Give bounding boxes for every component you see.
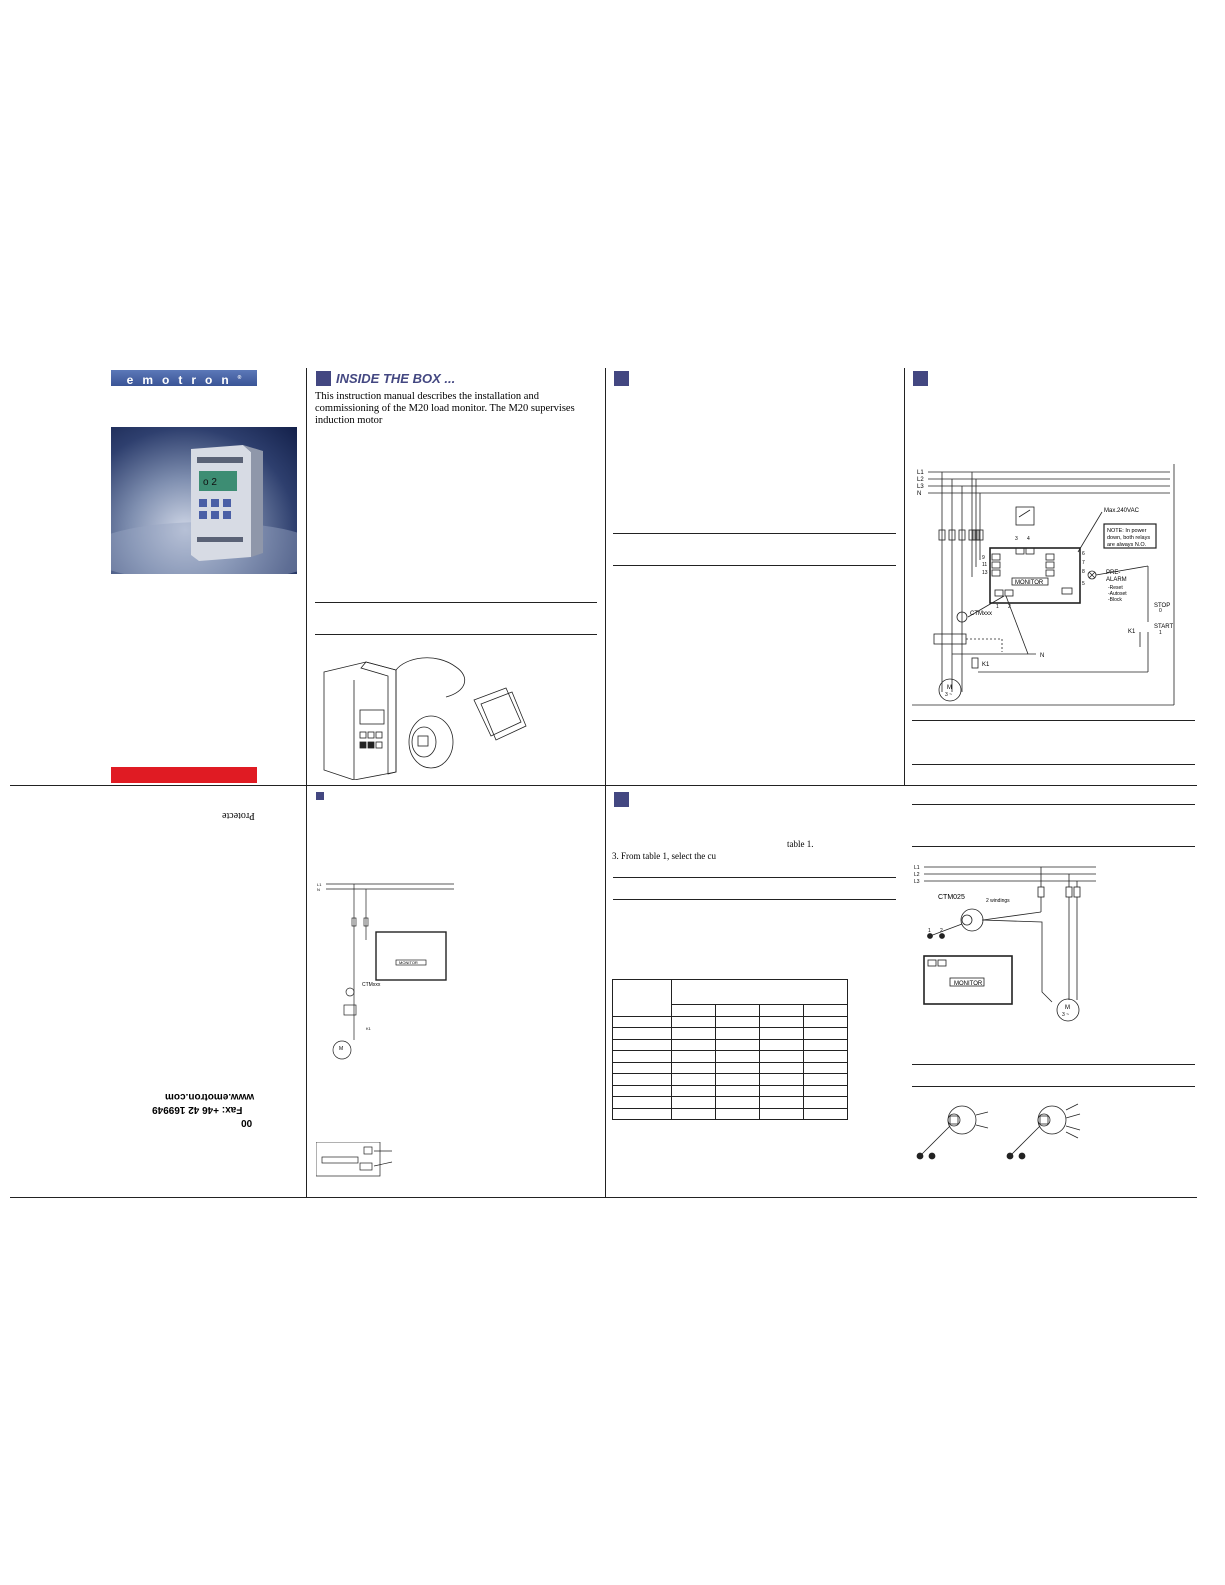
rule bbox=[613, 533, 896, 534]
pin-label: 5 bbox=[1082, 581, 1085, 587]
rule bbox=[315, 602, 597, 603]
rule bbox=[912, 1064, 1195, 1065]
product-photo bbox=[111, 427, 297, 574]
line-label: L1 bbox=[914, 865, 920, 871]
pin-label: 6 bbox=[1082, 551, 1085, 557]
monitor-label: MONITOR bbox=[954, 981, 983, 987]
step-3: 3. From table 1, select the cu bbox=[612, 851, 716, 861]
pin-label: 2 bbox=[1008, 604, 1011, 610]
motor-label: 3 ~ bbox=[1062, 1012, 1070, 1018]
contact-fax: Fax: +46 42 169949 bbox=[152, 1104, 243, 1115]
fold-line-2 bbox=[605, 368, 606, 1197]
pre-alarm: PRE- bbox=[1106, 570, 1121, 576]
note-line: NOTE: In power bbox=[1107, 528, 1147, 534]
motor-label: 3 ~ bbox=[945, 692, 953, 698]
box-contents-illustration bbox=[316, 652, 536, 785]
rule bbox=[613, 565, 896, 566]
table-ref: table 1. bbox=[787, 839, 814, 849]
ctm-diagram bbox=[912, 862, 1102, 1037]
line-label: N bbox=[317, 887, 320, 892]
rule bbox=[613, 877, 896, 878]
pre-alarm: ALARM bbox=[1106, 577, 1127, 583]
line-label: L1 bbox=[917, 470, 924, 476]
pin-label: 11 bbox=[982, 562, 988, 568]
table-1 bbox=[612, 979, 848, 1120]
alarm-option: -Block bbox=[1108, 597, 1122, 603]
pin-label: 9 bbox=[982, 555, 985, 561]
wiring-diagram-small bbox=[316, 880, 466, 1075]
ctm-label: CTMxxx bbox=[970, 611, 992, 617]
pin-label: 1 bbox=[996, 604, 999, 610]
svg-text:o 2: o 2 bbox=[203, 477, 217, 488]
fold-line-1 bbox=[306, 368, 307, 1197]
monitor-label: MONITOR bbox=[1015, 580, 1044, 586]
contact-tail: 00 bbox=[241, 1117, 253, 1128]
pin-label: 7 bbox=[1082, 560, 1085, 566]
line-label: N bbox=[917, 491, 922, 497]
rule bbox=[912, 804, 1195, 805]
rule bbox=[912, 1086, 1195, 1087]
line-label: L1 bbox=[317, 882, 322, 887]
wiring-diagram-main bbox=[912, 462, 1182, 717]
relay-sketch bbox=[316, 1142, 396, 1183]
rule bbox=[912, 846, 1195, 847]
start-num: 1 bbox=[1159, 630, 1162, 636]
section-marker bbox=[316, 371, 331, 386]
emotron-logo: emotron® bbox=[111, 370, 257, 386]
windings-label: 2 windings bbox=[986, 898, 1010, 904]
ctm-winding-sketches bbox=[912, 1100, 1092, 1169]
stop-num: 0 bbox=[1159, 608, 1162, 614]
pin-label: 4 bbox=[1027, 536, 1030, 542]
k1-label: K1 bbox=[1128, 629, 1136, 635]
ctm-label: CTM025 bbox=[938, 894, 965, 901]
motor-label: M bbox=[1065, 1005, 1070, 1011]
red-bar bbox=[111, 767, 257, 783]
max-voltage: Max.240VAC bbox=[1104, 508, 1139, 514]
monitor-label: MONITOR bbox=[399, 960, 418, 965]
rule bbox=[315, 634, 597, 635]
fold-line-3 bbox=[904, 368, 905, 785]
section-heading: INSIDE THE BOX ... bbox=[336, 371, 456, 386]
k1-coil-label: K1 bbox=[982, 662, 990, 668]
ctm-label: CTMxxx bbox=[362, 982, 381, 988]
pin-label: 2 bbox=[940, 928, 943, 934]
line-label: L3 bbox=[917, 484, 924, 490]
pin-label: 13 bbox=[982, 570, 988, 576]
start-label: START bbox=[1154, 624, 1174, 630]
note-line: are always N.O. bbox=[1107, 542, 1147, 548]
alarm-option: -Reset bbox=[1108, 585, 1123, 591]
page-bottom-line bbox=[10, 1197, 1197, 1198]
section-marker bbox=[614, 792, 629, 807]
motor-label: M bbox=[339, 1046, 344, 1052]
line-label: L3 bbox=[914, 879, 920, 885]
section-marker bbox=[316, 792, 324, 800]
contact-web: www.emotron.com bbox=[165, 1091, 255, 1102]
mirrored-text: Protecte bbox=[222, 810, 255, 821]
note-line: down, both relays bbox=[1107, 535, 1151, 541]
intro-paragraph: This instruction manual describes the installation and commissioning of the M20 load monitor. The M20 supervises induction motor bbox=[315, 391, 575, 426]
page-middle-line bbox=[10, 785, 1197, 786]
alarm-option: -Autoset bbox=[1108, 591, 1127, 597]
section-marker bbox=[614, 371, 629, 386]
rule bbox=[912, 720, 1195, 721]
stop-label: STOP bbox=[1154, 603, 1171, 609]
section-marker bbox=[913, 371, 928, 386]
k1-label: K1 bbox=[366, 1026, 371, 1031]
n-label: N bbox=[1040, 653, 1045, 659]
line-label: L2 bbox=[917, 477, 924, 483]
line-label: L2 bbox=[914, 872, 920, 878]
pin-label: 1 bbox=[928, 928, 931, 934]
rule bbox=[613, 899, 896, 900]
motor-label: M bbox=[947, 685, 952, 691]
pin-label: 3 bbox=[1015, 536, 1018, 542]
pin-label: 8 bbox=[1082, 569, 1085, 575]
rule bbox=[912, 764, 1195, 765]
